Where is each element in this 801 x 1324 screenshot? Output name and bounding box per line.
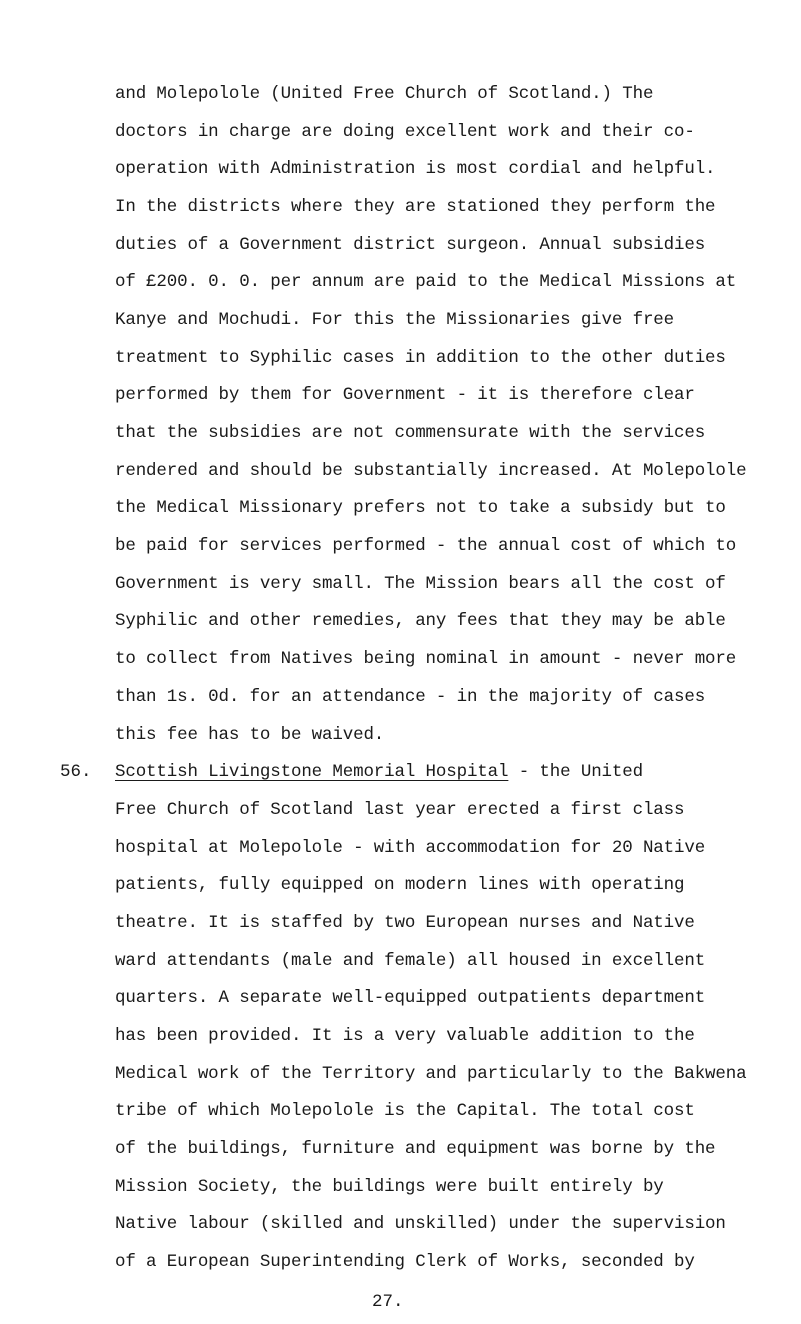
- text-line: patients, fully equipped on modern lines with operating: [115, 875, 685, 895]
- text-line: Kanye and Mochudi. For this the Missionaries give free: [115, 310, 674, 330]
- text-line: treatment to Syphilic cases in addition to the other duties: [115, 348, 726, 368]
- section-heading-rest: - the United: [508, 762, 643, 782]
- text-line: Government is very small. The Mission bears all the cost of: [115, 574, 726, 594]
- text-line: Medical work of the Territory and particularly to the Bakwena: [115, 1064, 747, 1084]
- text-line: has been provided. It is a very valuable addition to the: [115, 1026, 695, 1046]
- text-line: Mission Society, the buildings were built entirely by: [115, 1177, 664, 1197]
- text-line: In the districts where they are stationed they perform the: [115, 197, 716, 217]
- paragraph-number: 56.: [60, 762, 92, 782]
- text-line: of £200. 0. 0. per annum are paid to the Medical Missions at: [115, 272, 737, 292]
- text-line: Free Church of Scotland last year erected a first class: [115, 800, 685, 820]
- section-heading: Scottish Livingstone Memorial Hospital: [115, 762, 509, 782]
- text-line: quarters. A separate well-equipped outpatients department: [115, 988, 706, 1008]
- text-line: performed by them for Government - it is therefore clear: [115, 385, 695, 405]
- text-line: tribe of which Molepolole is the Capital. The total cost: [115, 1101, 695, 1121]
- text-line: and Molepolole (United Free Church of Scotland.) The: [115, 84, 654, 104]
- text-line: Native labour (skilled and unskilled) under the supervision: [115, 1214, 726, 1234]
- text-line: hospital at Molepolole - with accommodation for 20 Native: [115, 838, 706, 858]
- text-line: of a European Superintending Clerk of Works, seconded by: [115, 1252, 695, 1272]
- text-line: this fee has to be waived.: [115, 725, 385, 745]
- text-line: to collect from Natives being nominal in amount - never more: [115, 649, 737, 669]
- text-line: doctors in charge are doing excellent work and their co-: [115, 122, 695, 142]
- page-number: 27.: [372, 1292, 404, 1312]
- section-heading-line: [115, 762, 643, 782]
- text-line: operation with Administration is most cordial and helpful.: [115, 159, 716, 179]
- text-line: the Medical Missionary prefers not to take a subsidy but to: [115, 498, 726, 518]
- text-line: rendered and should be substantially increased. At Molepolole: [115, 461, 747, 481]
- text-line: of the buildings, furniture and equipment was borne by the: [115, 1139, 716, 1159]
- text-line: Syphilic and other remedies, any fees that they may be able: [115, 611, 726, 631]
- text-line: be paid for services performed - the annual cost of which to: [115, 536, 737, 556]
- text-line: ward attendants (male and female) all housed in excellent: [115, 951, 706, 971]
- text-line: theatre. It is staffed by two European nurses and Native: [115, 913, 695, 933]
- text-line: that the subsidies are not commensurate with the services: [115, 423, 706, 443]
- text-line: than 1s. 0d. for an attendance - in the majority of cases: [115, 687, 706, 707]
- text-line: duties of a Government district surgeon. Annual subsidies: [115, 235, 706, 255]
